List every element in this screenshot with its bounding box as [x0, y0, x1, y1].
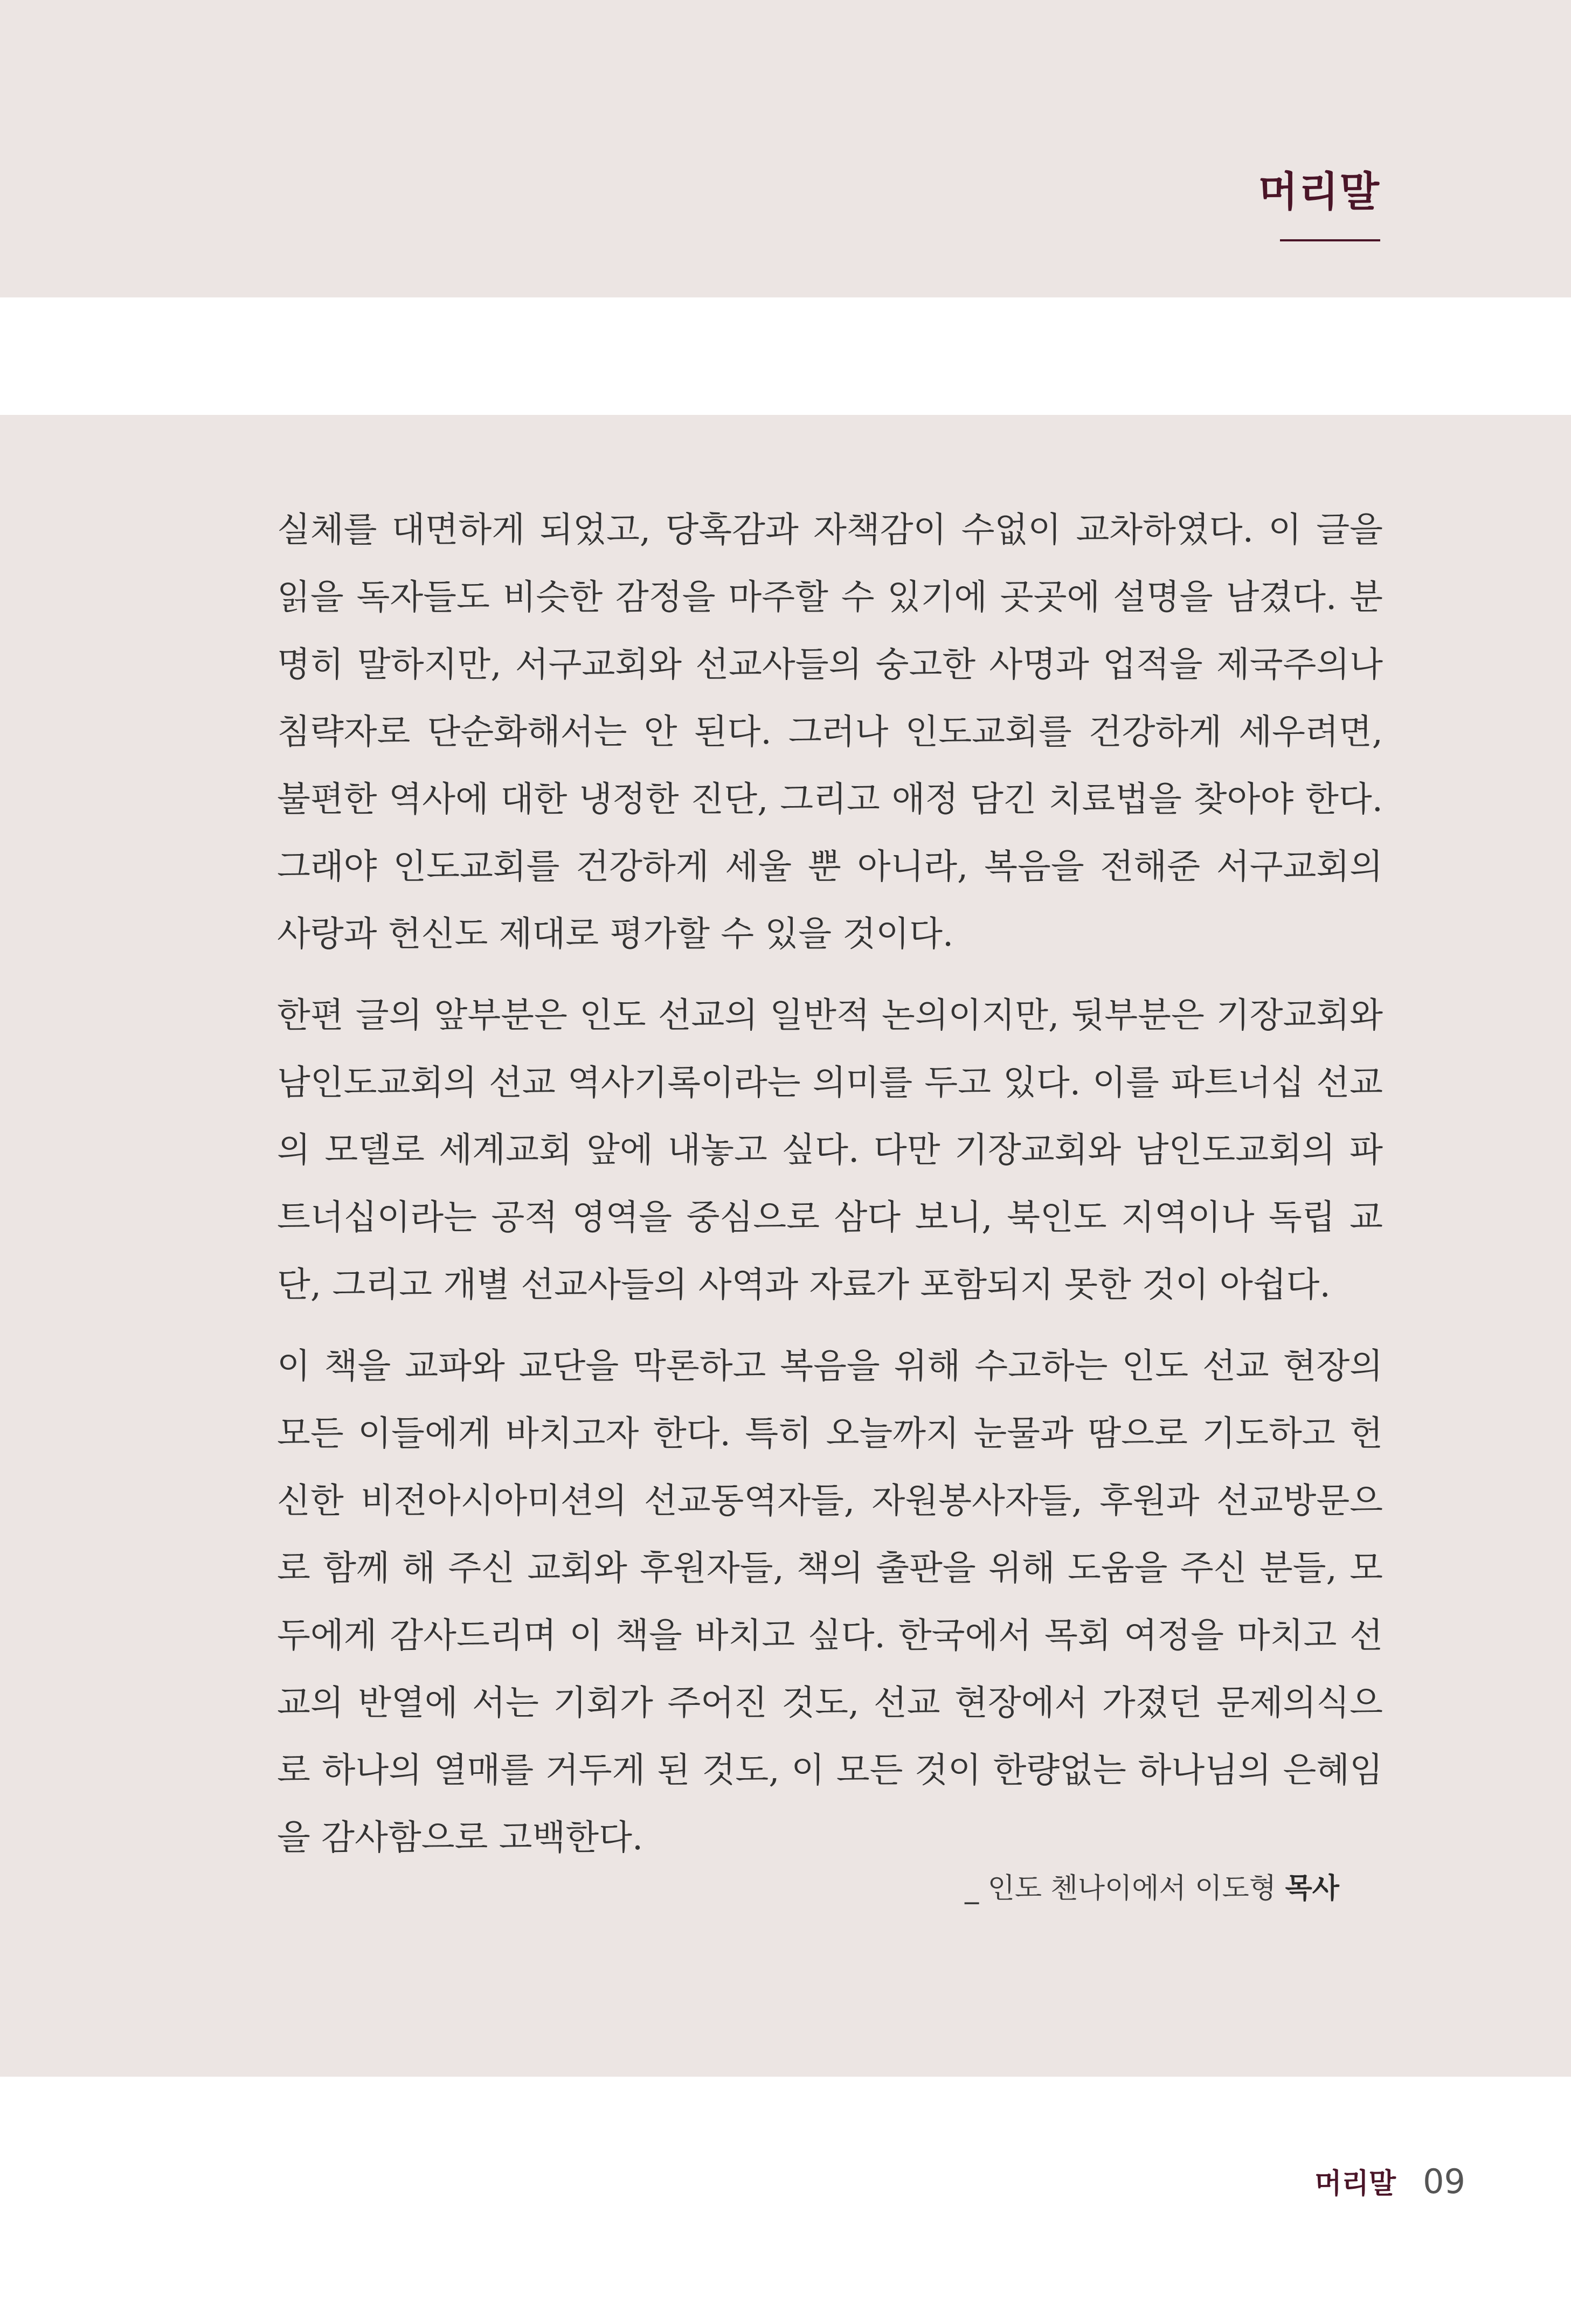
paragraph-1: 실체를 대면하게 되었고, 당혹감과 자책감이 수없이 교차하였다. 이 글을 읽을 독자들도 비슷한 감정을 마주할 수 있기에 곳곳에 설명을 남겼다. 분명히 말하지만, 서구교회와 선교사들의 숭고한 사명과 업적을 제국주의나 침략자로 단순화해서는 안 된다. 그러나 인도교회를 건강하게 세우려면, 불편한 역사에 대한 냉정한 진단, 그리고 애정 담긴 치료법을 찾아야 한다. 그래야 인도교회를 건강하게 세울 뿐 아니라, 복음을 전해준 서구교회의 사랑과 헌신도 제대로 평가할 수 있을 것이다.	[277, 510, 1383, 954]
page-title: 머리말	[1258, 168, 1380, 216]
signature-title: 목사	[1285, 1872, 1339, 1905]
page-footer	[1314, 2161, 1465, 2201]
paragraph-2: 한편 글의 앞부분은 인도 선교의 일반적 논의이지만, 뒷부분은 기장교회와 남인도교회의 선교 역사기록이라는 의미를 두고 있다. 이를 파트너십 선교의 모델로 세계교회 앞에 내놓고 싶다. 다만 기장교회와 남인도교회의 파트너십이라는 공적 영역을 중심으로 삼다 보니, 북인도 지역이나 독립 교단, 그리고 개별 선교사들의 사역과 자료가 포함되지 못한 것이 아쉽다.	[277, 996, 1383, 1305]
author-signature	[965, 1865, 1339, 1906]
signature-text: _ 인도 첸나이에서 이도형	[965, 1872, 1285, 1905]
body-text	[277, 497, 1383, 1886]
paragraph-3: 이 책을 교파와 교단을 막론하고 복음을 위해 수고하는 인도 선교 현장의 모든 이들에게 바치고자 한다. 특히 오늘까지 눈물과 땀으로 기도하고 헌신한 비전아시아미션의 선교동역자들, 자원봉사자들, 후원과 선교방문으로 함께 해 주신 교회와 후원자들, 책의 출판을 위해 도움을 주신 분들, 모두에게 감사드리며 이 책을 바치고 싶다. 한국에서 목회 여정을 마치고 선교의 반열에 서는 기회가 주어진 것도, 선교 현장에서 가졌던 문제의식으로 하나의 열매를 거두게 된 것도, 이 모든 것이 한량없는 하나님의 은혜임을 감사함으로 고백한다.	[277, 1347, 1383, 1858]
page-number: 09	[1423, 2162, 1465, 2201]
header-band	[0, 0, 1571, 297]
footer-section-label: 머리말	[1314, 2168, 1396, 2200]
title-underline	[1280, 239, 1380, 241]
